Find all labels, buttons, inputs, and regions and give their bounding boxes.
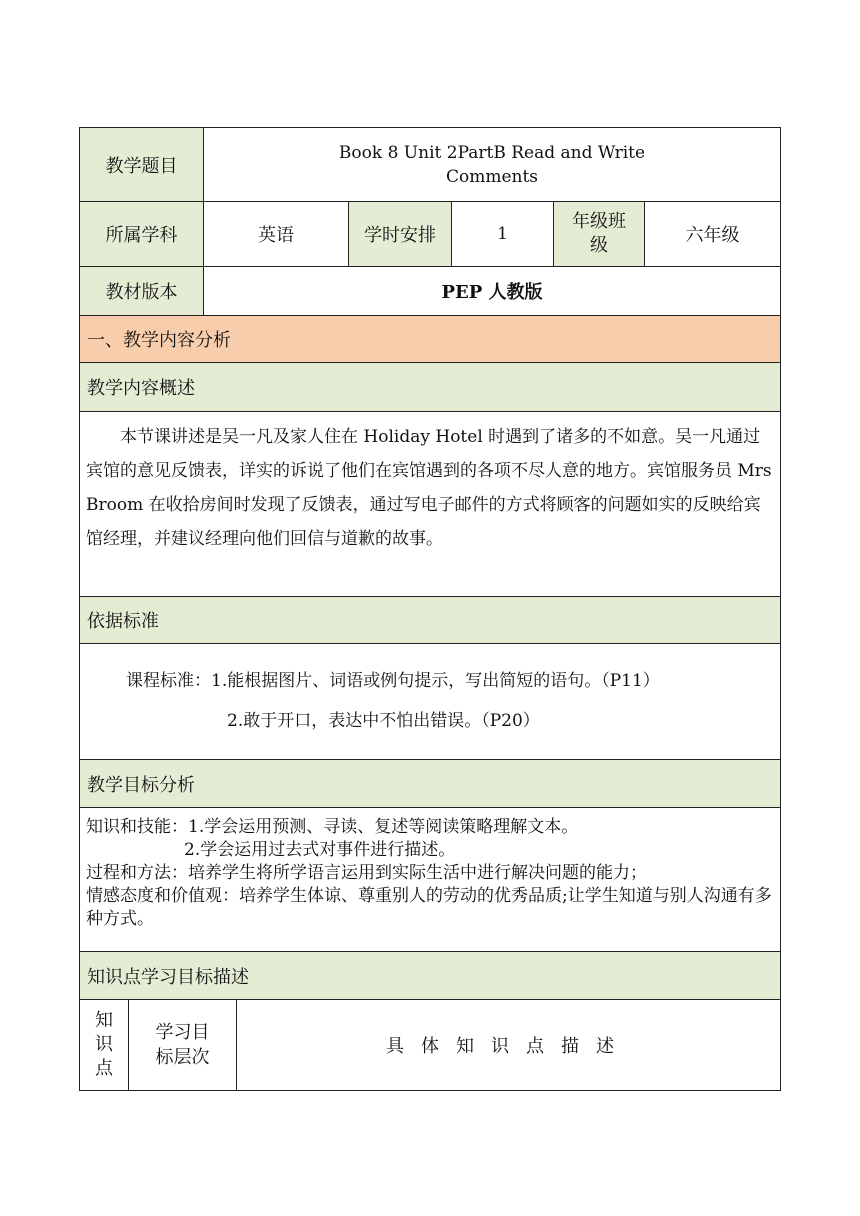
lesson-plan-table	[79, 127, 781, 1091]
overview-title-row	[79, 362, 781, 411]
grade-value: 六年级	[644, 202, 780, 266]
kp-col-knowledge	[80, 1000, 128, 1090]
goals-line-4: 情感态度和价值观：培养学生体谅、尊重别人的劳动的优秀品质;让学生知道与别人沟通有多种方式。	[86, 886, 772, 929]
topic-label: 教学题目	[80, 128, 203, 201]
edition-label: 教材版本	[80, 267, 203, 315]
goals-title-row	[79, 759, 781, 807]
kp-title: 知识点学习目标描述	[87, 966, 249, 988]
section-title: 一、教学内容分析	[87, 330, 231, 351]
goals-text	[80, 808, 780, 931]
standard-line-2: 2.敢于开口，表达中不怕出错误。（P20）	[227, 711, 540, 731]
kp-col-description: 具体知识点描述	[236, 1000, 780, 1090]
kp-col1-char-2: 识	[95, 1034, 113, 1055]
kp-title-row	[79, 951, 781, 999]
hours-value: 1	[451, 202, 553, 266]
subject-label: 所属学科	[80, 202, 203, 266]
hours-label: 学时安排	[348, 202, 451, 266]
topic-line-2: Comments	[445, 166, 539, 187]
grade-label-line-1: 年级班	[572, 211, 626, 232]
section-title-row	[79, 315, 781, 362]
grade-label	[553, 202, 644, 266]
overview-text: 本节课讲述是吴一凡及家人住在 Holiday Hotel 时遇到了诸多的不如意。吴一凡通过宾馆的意见反馈表，详实的诉说了他们在宾馆遇到的各项不尽人意的地方。宾馆服务员 Mrs Broom 在收拾房间时发现了反馈表，通过写电子邮件的方式将顾客的问题如实的反映给宾馆经理，并建议经理向他们回信与道歉的故事。	[86, 427, 772, 549]
kp-col1-char-1: 知	[95, 1010, 113, 1031]
kp-col2-line-2: 标层次	[155, 1047, 210, 1068]
kp-col2-line-1: 学习目	[155, 1022, 210, 1043]
kp-header-row	[79, 999, 781, 1091]
goals-row	[79, 807, 781, 951]
goals-line-3: 过程和方法：培养学生将所学语言运用到实际生活中进行解决问题的能力；	[86, 863, 647, 883]
standard-title: 依据标准	[87, 611, 159, 632]
kp-col-level	[128, 1000, 236, 1090]
kp-col1-char-3: 点	[95, 1058, 113, 1079]
goals-line-2: 2.学会运用过去式对事件进行描述。	[184, 840, 456, 860]
grade-label-line-2: 级	[590, 235, 608, 256]
subject-row	[79, 201, 781, 266]
standard-line-1: 课程标准：1.能根据图片、词语或例句提示，写出简短的语句。（P11）	[126, 671, 660, 691]
topic-value	[203, 128, 780, 201]
topic-row	[79, 127, 781, 201]
edition-row	[79, 266, 781, 315]
overview-title: 教学内容概述	[87, 378, 195, 399]
edition-value: PEP 人教版	[203, 267, 780, 315]
standard-row	[79, 643, 781, 759]
goals-title: 教学目标分析	[87, 774, 195, 796]
goals-line-1: 知识和技能：1.学会运用预测、寻读、复述等阅读策略理解文本。	[86, 817, 579, 837]
overview-row	[79, 411, 781, 596]
topic-line-1: Book 8 Unit 2PartB Read and Write	[338, 142, 646, 163]
standard-title-row	[79, 596, 781, 643]
subject-value: 英语	[203, 202, 348, 266]
